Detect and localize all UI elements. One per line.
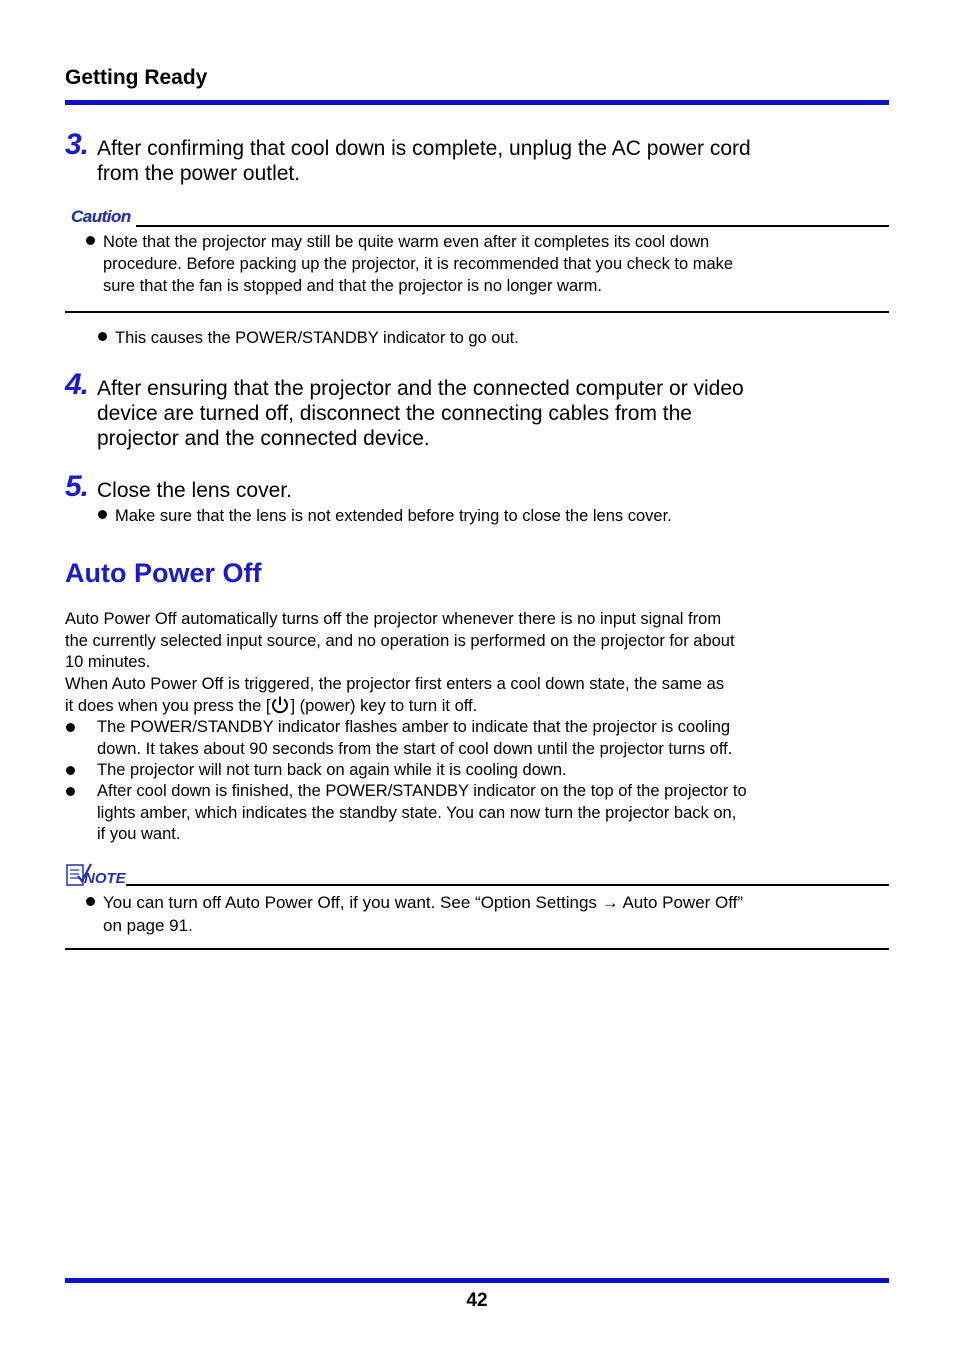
step-5-bullet-text: Make sure that the lens is not extended before trying to close the lens cover. bbox=[115, 507, 672, 525]
note-text bbox=[86, 891, 876, 937]
para-2-line-2b: ] (power) key to turn it off. bbox=[290, 697, 478, 715]
bullet-dot bbox=[98, 332, 107, 341]
step-3-bullet bbox=[98, 327, 519, 349]
bullet-dot bbox=[98, 510, 107, 519]
note-line-2: on page 91. bbox=[103, 916, 193, 935]
step-3-number: 3. bbox=[65, 128, 89, 161]
step-3-bullet-text: This causes the POWER/STANDBY indicator to go out. bbox=[115, 329, 519, 347]
auto-power-off-paragraph-1 bbox=[65, 609, 855, 722]
auto-power-off-heading: Auto Power Off bbox=[65, 558, 262, 588]
header-rule bbox=[65, 100, 889, 105]
bullet-dot bbox=[86, 897, 95, 906]
bullet-dot bbox=[66, 766, 75, 775]
para-1-line-2: the currently selected input source, and no operation is performed on the projector for about bbox=[65, 631, 735, 650]
caution-bottom-rule bbox=[65, 311, 889, 313]
step-4-line-2: device are turned off, disconnect the connecting cables from the bbox=[97, 402, 692, 425]
caution-top-rule bbox=[136, 225, 889, 227]
bullet-1-line-2: down. It takes about 90 seconds from the start of cool down until the projector turns off. bbox=[97, 739, 733, 758]
list-item bbox=[97, 717, 877, 760]
para-1-line-1: Auto Power Off automatically turns off the projector whenever there is no input signal from bbox=[65, 610, 722, 628]
caution-line-1: Note that the projector may still be quite warm even after it completes its cool down bbox=[103, 233, 710, 251]
caution-text bbox=[86, 231, 876, 297]
bullet-dot bbox=[86, 236, 95, 245]
bullet-3-line-1: After cool down is finished, the POWER/STANDBY indicator on the top of the projector to bbox=[97, 782, 747, 800]
note-top-rule bbox=[126, 884, 889, 886]
bullet-3-line-3: if you want. bbox=[97, 825, 181, 843]
caution-label: Caution bbox=[71, 207, 131, 226]
list-item bbox=[97, 760, 877, 782]
step-5-bullet bbox=[98, 505, 672, 527]
list-item bbox=[97, 781, 877, 846]
step-4-text bbox=[97, 376, 857, 451]
step-3-text bbox=[97, 136, 857, 186]
para-2-line-1: When Auto Power Off is triggered, the projector first enters a cool down state, the same as bbox=[65, 674, 725, 693]
bullet-3-line-2: lights amber, which indicates the standby state. You can now turn the projector back on, bbox=[97, 803, 737, 822]
page-number: 42 bbox=[466, 1290, 488, 1311]
step-3-line-2: from the power outlet. bbox=[97, 162, 301, 185]
note-label: NOTE bbox=[84, 870, 126, 887]
para-1-line-3: 10 minutes. bbox=[65, 653, 151, 671]
bullet-1-line-1: The POWER/STANDBY indicator flashes amber to indicate that the projector is cooling bbox=[97, 718, 731, 736]
note-bottom-rule bbox=[65, 948, 889, 950]
step-4-number: 4. bbox=[65, 368, 89, 401]
section-header: Getting Ready bbox=[65, 66, 208, 89]
step-5-number: 5. bbox=[65, 470, 89, 503]
note-line-1: You can turn off Auto Power Off, if you want. See “Option Settings → Auto Power Off” bbox=[103, 893, 744, 912]
step-3-line-1: After confirming that cool down is complete, unplug the AC power cord bbox=[97, 137, 751, 160]
caution-line-2: procedure. Before packing up the projector, it is recommended that you check to make bbox=[103, 255, 734, 273]
step-4-line-3: projector and the connected device. bbox=[97, 427, 430, 450]
para-2-line-2a: it does when you press the [ bbox=[65, 697, 271, 715]
bullet-dot bbox=[66, 787, 75, 796]
footer-rule bbox=[65, 1278, 889, 1283]
bullet-dot bbox=[66, 723, 75, 732]
step-4-line-1: After ensuring that the projector and the connected computer or video bbox=[97, 377, 744, 400]
step-5-text: Close the lens cover. bbox=[97, 479, 292, 502]
caution-line-3: sure that the fan is stopped and that the projector is no longer warm. bbox=[103, 277, 602, 295]
bullet-2-line-1: The projector will not turn back on again while it is cooling down. bbox=[97, 761, 567, 779]
